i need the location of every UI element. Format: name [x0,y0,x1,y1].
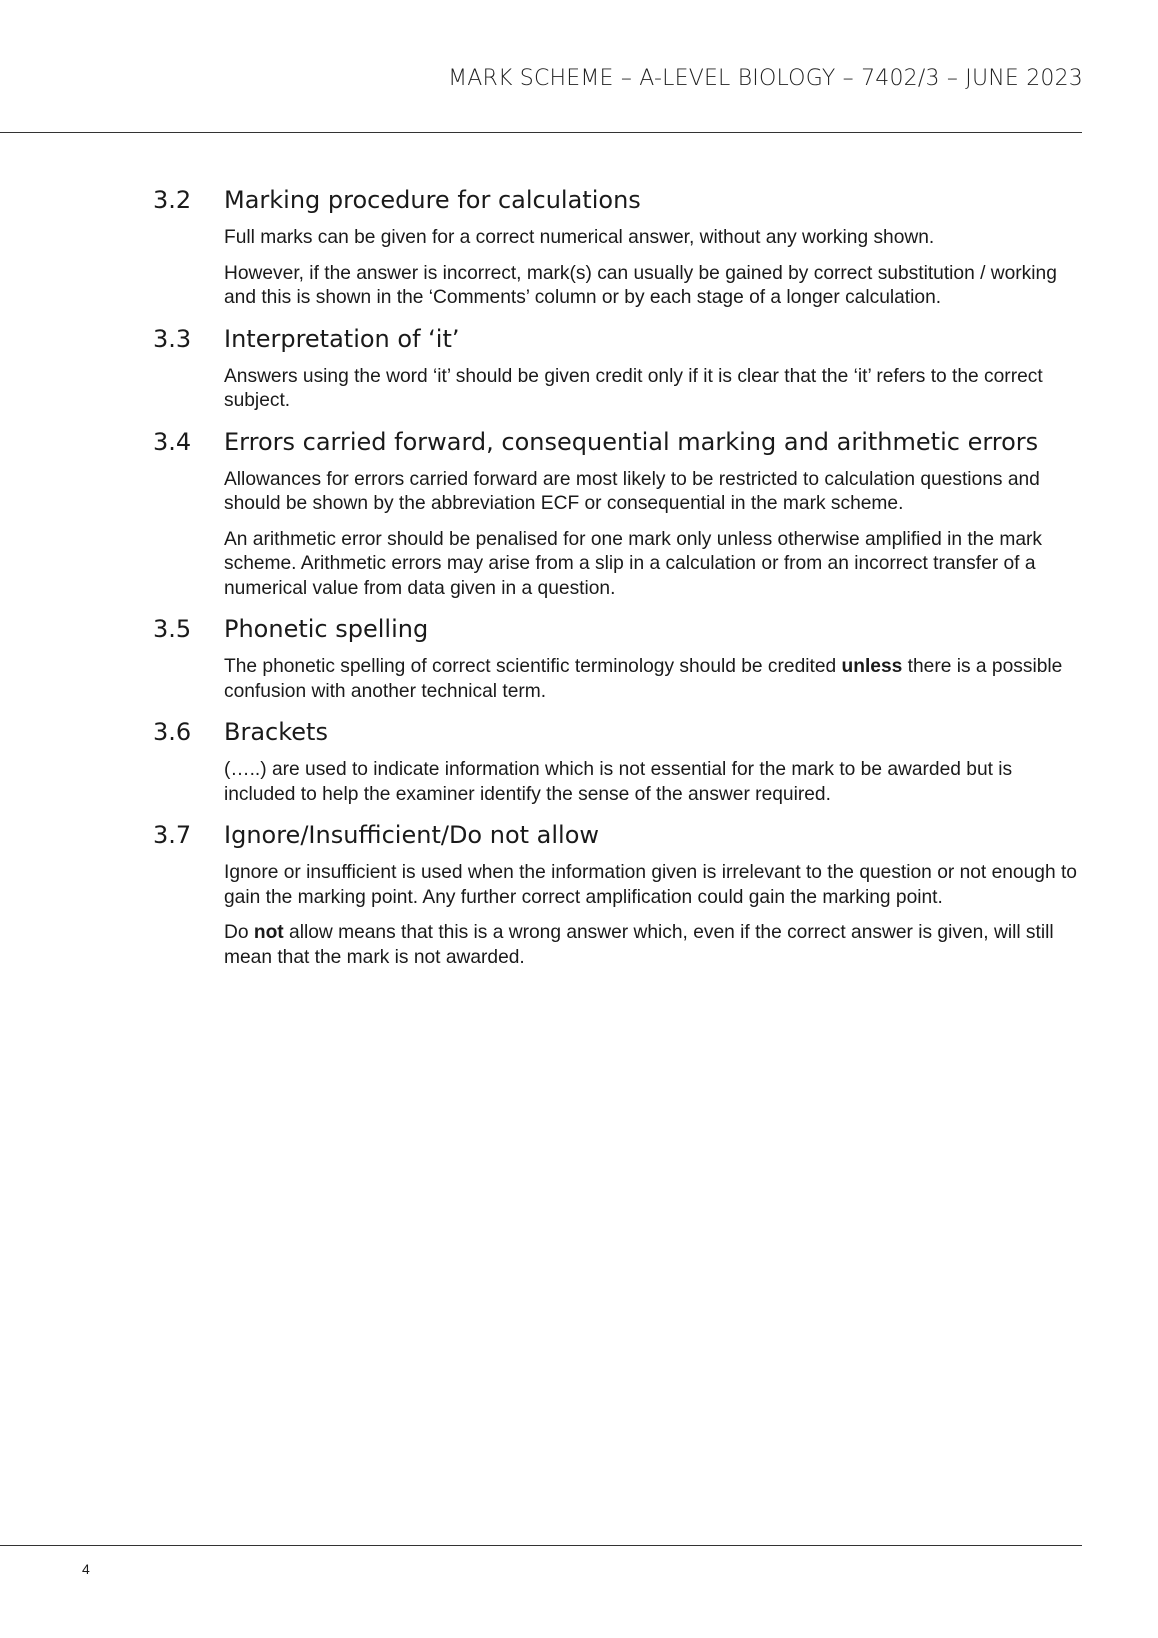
page-number: 4 [82,1561,90,1577]
page-header [0,0,1158,133]
section-3-5 [0,615,1158,704]
section-heading [0,615,1158,649]
section-title: Ignore/Insufficient/Do not allow [224,821,600,849]
paragraph: Allowances for errors carried forward are most likely to be restricted to calculation questions and should be shown by the abbreviation ECF or consequential in the mark scheme. [224,468,1040,514]
section-number: 3.2 [153,186,192,214]
section-heading [0,428,1158,462]
section-heading [0,325,1158,359]
section-title: Errors carried forward, consequential marking and arithmetic errors [224,427,1039,456]
section-title: Brackets [224,718,328,746]
paragraph-text: allow means that this is a wrong answer which, even if the correct answer is given, will still mean that the mark is not awarded. [224,922,1054,968]
section-title: Marking procedure for calculations [224,186,641,214]
section-heading [0,718,1158,752]
section-title: Phonetic spelling [224,615,429,643]
section-title: Interpretation of ‘it’ [224,324,460,353]
header-divider [0,132,1082,133]
paragraph-text: The phonetic spelling of correct scientific terminology should be credited [224,656,842,677]
section-body [0,861,1158,970]
header-title: MARK SCHEME – A-LEVEL BIOLOGY – 7402/3 – JUNE 2023 [448,66,1083,91]
paragraph: (…..) are used to indicate information which is not essential for the mark to be awarded but is included to help the examiner identify the sense of the answer required. [224,759,1013,805]
footer-divider [0,1545,1082,1546]
section-body [0,468,1158,602]
section-body [0,365,1158,414]
paragraph: An arithmetic error should be penalised for one mark only unless otherwise amplified in the mark scheme. Arithmetic errors may arise from a slip in a calculation or from an incorrect transfer of a numerical value from data given in a question. [224,528,1042,599]
section-3-3 [0,325,1158,414]
section-3-2 [0,186,1158,311]
paragraph: Ignore or insufficient is used when the information given is irrelevant to the question or not enough to gain the marking point. Any further correct amplification could gain the marking point. [224,862,1077,908]
emphasis-text: not [253,922,284,943]
emphasis-text: unless [841,656,903,677]
paragraph-text: Do [224,922,254,943]
document-content [0,186,1158,970]
section-3-7 [0,821,1158,970]
paragraph [224,655,1084,704]
section-body [0,226,1158,311]
section-number: 3.5 [153,615,192,643]
section-number: 3.6 [153,718,192,746]
section-number: 3.4 [153,427,192,456]
paragraph: However, if the answer is incorrect, mark(s) can usually be gained by correct substitution / working and this is shown in the ‘Comments’ column or by each stage of a longer calculation. [224,262,1057,308]
paragraph: Answers using the word ‘it’ should be given credit only if it is clear that the ‘it’ refers to the correct subject. [224,365,1043,411]
paragraph-text: there is a possible confusion with another technical term. [224,656,1063,702]
section-heading [0,821,1158,855]
paragraph [224,921,1084,970]
section-heading [0,186,1158,220]
section-body [0,758,1158,807]
section-3-4 [0,428,1158,602]
section-body [0,655,1158,704]
section-number: 3.3 [153,324,192,353]
section-3-6 [0,718,1158,807]
paragraph: Full marks can be given for a correct numerical answer, without any working shown. [224,227,935,248]
section-number: 3.7 [153,821,192,849]
